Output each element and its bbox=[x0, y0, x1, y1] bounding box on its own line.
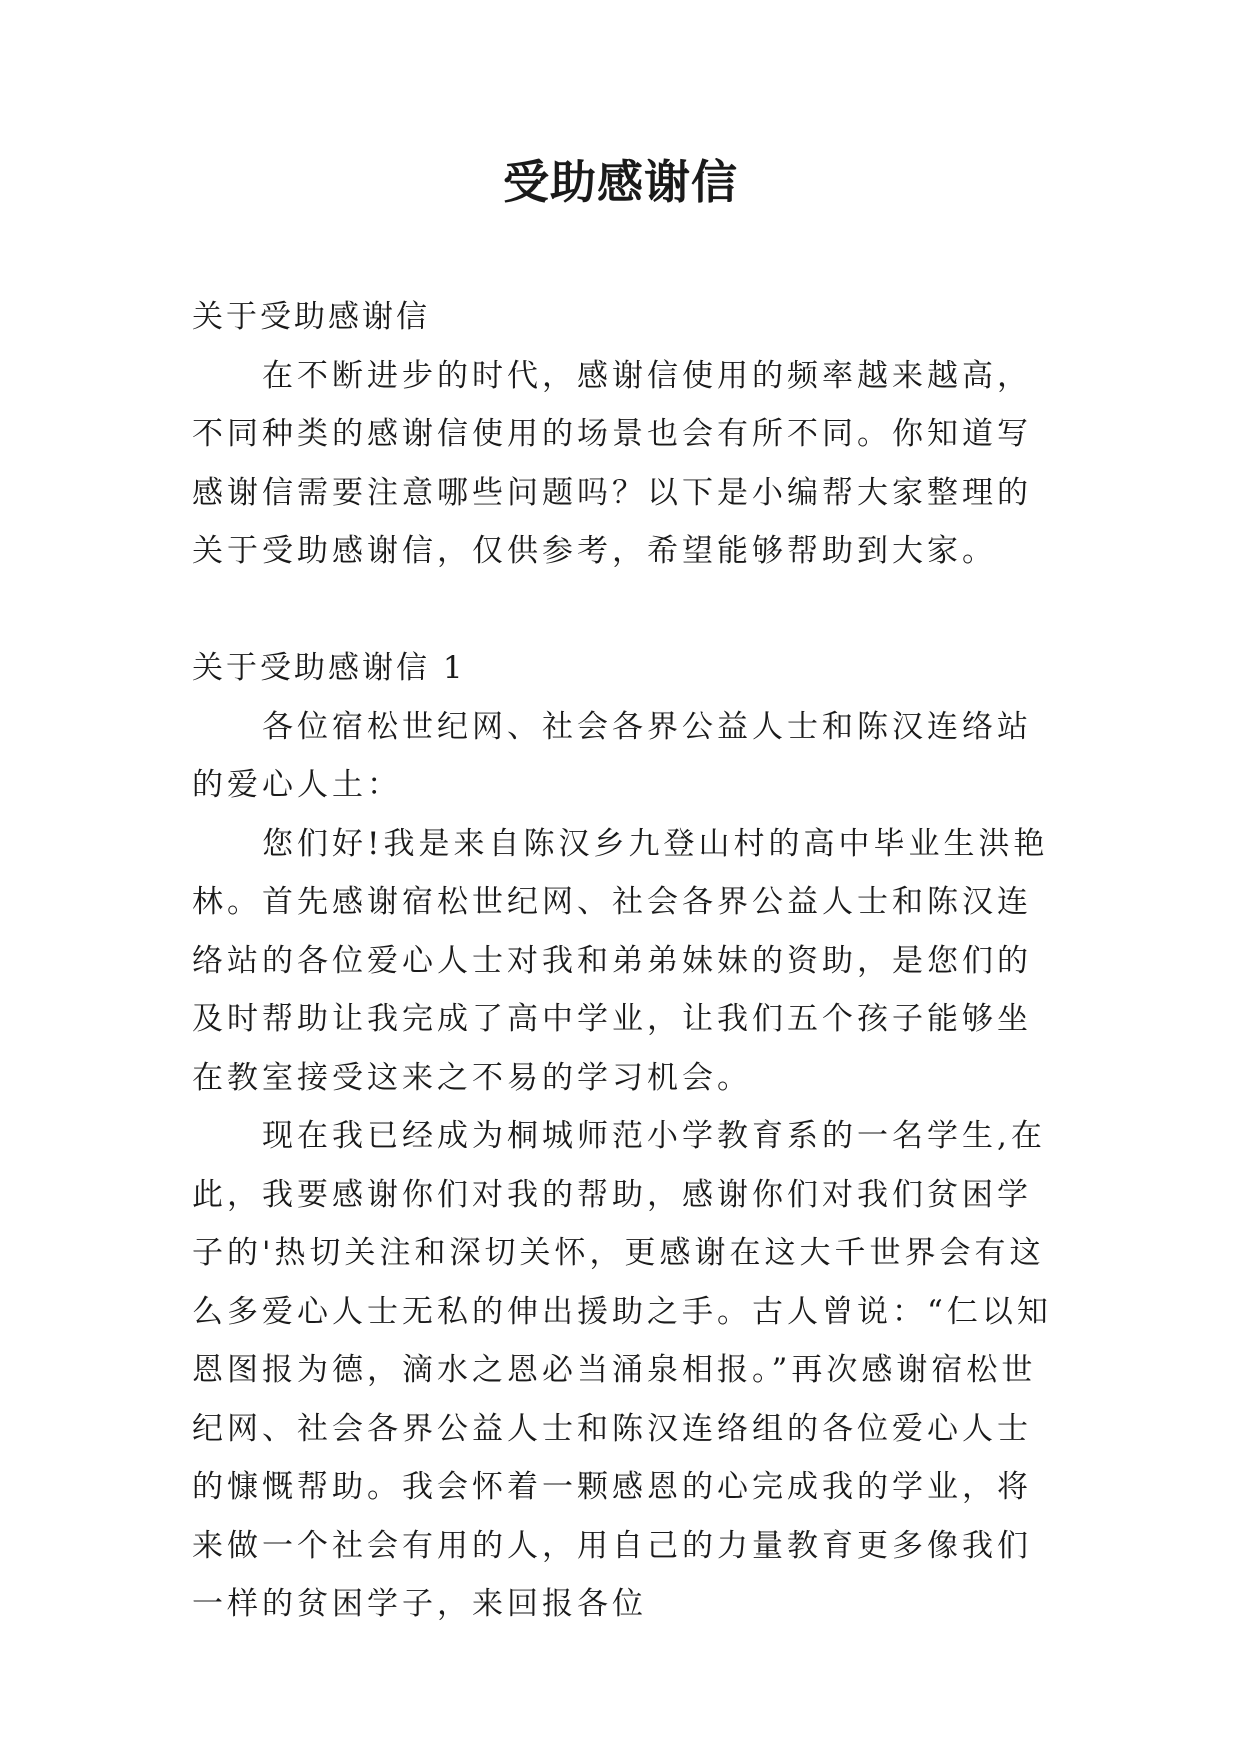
document-body bbox=[192, 288, 1054, 1634]
letter1-salutation: 各位宿松世纪网、社会各界公益人士和陈汉连络站的爱心人土： bbox=[192, 708, 1032, 803]
letter1-heading: 关于受助感谢信 1 bbox=[192, 650, 466, 686]
intro-heading: 关于受助感谢信 bbox=[192, 299, 430, 335]
intro-paragraph: 在不断进步的时代，感谢信使用的频率越来越高，不同种类的感谢信使用的场景也会有所不同。你知道写感谢信需要注意哪些问题吗？以下是小编帮大家整理的关于受助感谢信，仅供参考，希望能够帮助到大家。 bbox=[192, 357, 1032, 569]
letter1-paragraph: 现在我已经成为桐城师范小学教育系的一名学生,在此，我要感谢你们对我的帮助，感谢你们对我们贫困学子的'热切关注和深切关怀，更感谢在这大千世界会有这么多爱心人士无私的伸出援助之手。古人曾说：“仁以知恩图报为德，滴水之恩必当涌泉相报。”再次感谢宿松世纪网、社会各界公益人士和陈汉连络组的各位爱心人士的慷慨帮助。我会怀着一颗感恩的心完成我的学业，将来做一个社会有用的人，用自己的力量教育更多像我们一样的贫困学子，来回报各位 bbox=[192, 1118, 1052, 1622]
document-title: 受助感谢信 bbox=[503, 155, 738, 209]
letter1-paragraph: 您们好!我是来自陈汉乡九登山村的高中毕业生洪艳林。首先感谢宿松世纪网、社会各界公益人士和陈汉连络站的各位爱心人士对我和弟弟妹妹的资助，是您们的及时帮助让我完成了高中学业，让我们五个孩子能够坐在教室接受这来之不易的学习机会。 bbox=[192, 825, 1049, 1096]
section-gap bbox=[192, 581, 1054, 640]
